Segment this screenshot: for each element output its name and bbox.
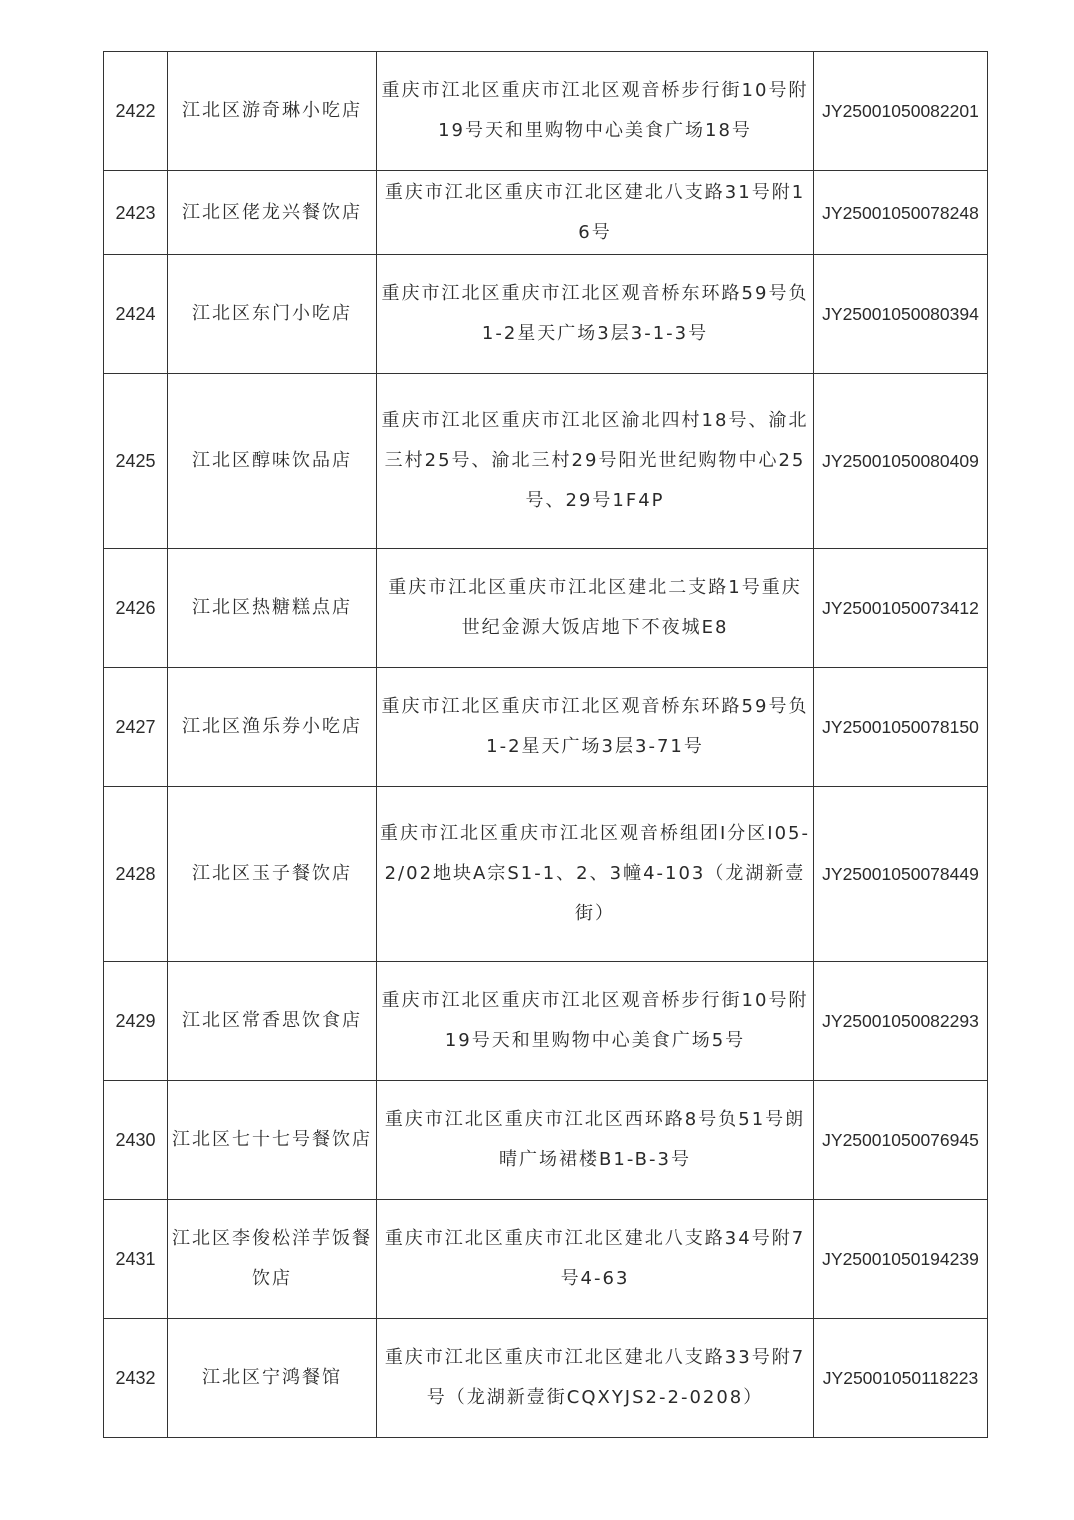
business-license-table (103, 51, 988, 1438)
business-address: 重庆市江北区重庆市江北区西环路8号负51号朗晴广场裙楼B1-B-3号 (377, 1081, 814, 1200)
business-address: 重庆市江北区重庆市江北区观音桥东环路59号负1-2星天广场3层3-1-3号 (377, 255, 814, 374)
row-number: 2424 (104, 255, 168, 374)
row-number: 2429 (104, 962, 168, 1081)
row-number: 2427 (104, 668, 168, 787)
row-number: 2430 (104, 1081, 168, 1200)
license-number: JY25001050080409 (814, 374, 988, 549)
row-number: 2428 (104, 787, 168, 962)
license-number: JY25001050194239 (814, 1200, 988, 1319)
row-number: 2432 (104, 1319, 168, 1438)
license-number: JY25001050118223 (814, 1319, 988, 1438)
license-number: JY25001050076945 (814, 1081, 988, 1200)
table-row (104, 255, 988, 374)
business-address: 重庆市江北区重庆市江北区观音桥步行街10号附19号天和里购物中心美食广场5号 (377, 962, 814, 1081)
business-address: 重庆市江北区重庆市江北区建北八支路31号附16号 (377, 171, 814, 255)
business-name: 江北区玉子餐饮店 (168, 787, 377, 962)
row-number: 2423 (104, 171, 168, 255)
license-number: JY25001050078449 (814, 787, 988, 962)
business-address: 重庆市江北区重庆市江北区观音桥东环路59号负1-2星天广场3层3-71号 (377, 668, 814, 787)
table-row (104, 1200, 988, 1319)
table-row (104, 1081, 988, 1200)
business-address: 重庆市江北区重庆市江北区观音桥步行街10号附19号天和里购物中心美食广场18号 (377, 52, 814, 171)
row-number: 2425 (104, 374, 168, 549)
business-name: 江北区七十七号餐饮店 (168, 1081, 377, 1200)
business-address: 重庆市江北区重庆市江北区渝北四村18号、渝北三村25号、渝北三村29号阳光世纪购物中心25号、29号1F4P (377, 374, 814, 549)
business-name: 江北区渔乐券小吃店 (168, 668, 377, 787)
business-name: 江北区醇味饮品店 (168, 374, 377, 549)
business-name: 江北区东门小吃店 (168, 255, 377, 374)
business-name: 江北区李俊松洋芋饭餐饮店 (168, 1200, 377, 1319)
table-row (104, 787, 988, 962)
business-name: 江北区热糖糕点店 (168, 549, 377, 668)
table-row (104, 1319, 988, 1438)
table-row (104, 52, 988, 171)
license-number: JY25001050078150 (814, 668, 988, 787)
business-address: 重庆市江北区重庆市江北区建北二支路1号重庆世纪金源大饭店地下不夜城E8 (377, 549, 814, 668)
business-name: 江北区佬龙兴餐饮店 (168, 171, 377, 255)
business-address: 重庆市江北区重庆市江北区建北八支路34号附7号4-63 (377, 1200, 814, 1319)
table-row (104, 962, 988, 1081)
row-number: 2426 (104, 549, 168, 668)
table-row (104, 374, 988, 549)
table-row (104, 549, 988, 668)
row-number: 2422 (104, 52, 168, 171)
license-number: JY25001050082293 (814, 962, 988, 1081)
license-number: JY25001050082201 (814, 52, 988, 171)
table-row (104, 668, 988, 787)
license-number: JY25001050080394 (814, 255, 988, 374)
business-name: 江北区宁鸿餐馆 (168, 1319, 377, 1438)
business-address: 重庆市江北区重庆市江北区观音桥组团I分区I05-2/02地块A宗S1-1、2、3幢4-103（龙湖新壹街） (377, 787, 814, 962)
license-number: JY25001050073412 (814, 549, 988, 668)
license-number: JY25001050078248 (814, 171, 988, 255)
business-name: 江北区常香思饮食店 (168, 962, 377, 1081)
row-number: 2431 (104, 1200, 168, 1319)
business-address: 重庆市江北区重庆市江北区建北八支路33号附7号（龙湖新壹街CQXYJS2-2-0208） (377, 1319, 814, 1438)
business-name: 江北区游奇琳小吃店 (168, 52, 377, 171)
table-row (104, 171, 988, 255)
